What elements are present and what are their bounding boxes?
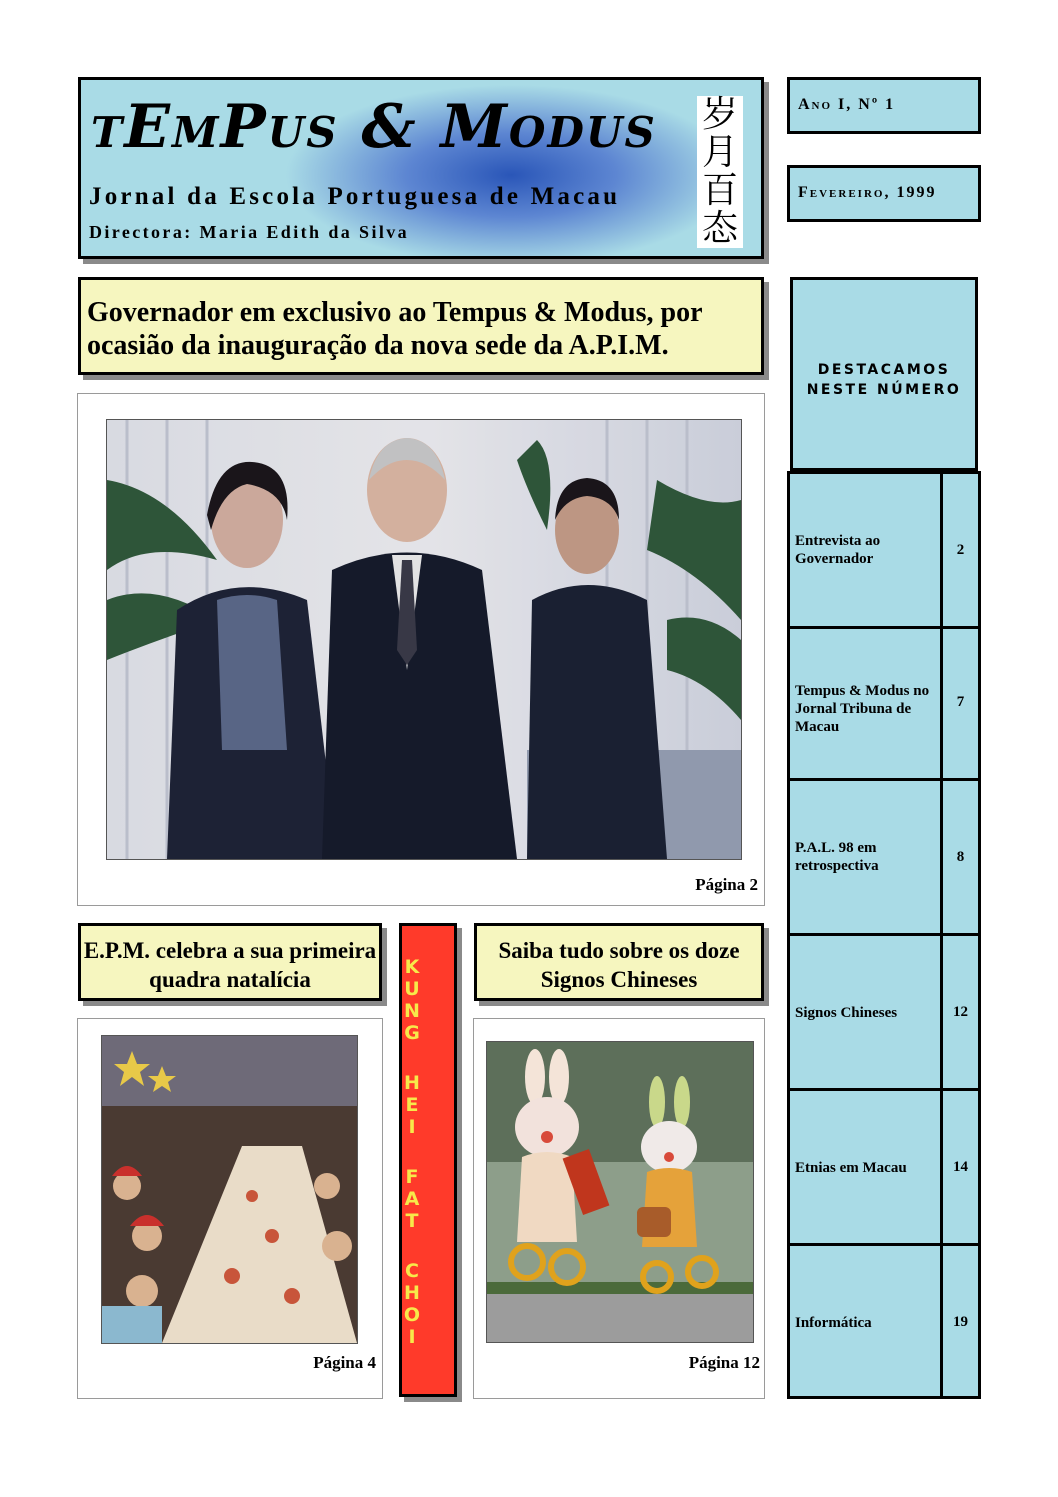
toc-item[interactable] [790,474,978,629]
toc-item-label: Signos Chineses [795,1005,898,1021]
toc-item-label: Entrevista ao Governador [795,533,881,567]
chinese-char: 态 [701,208,738,249]
christmas-headline: E.P.M. celebra a sua primeira quadra natalícia [78,923,382,1001]
toc-item[interactable] [790,1091,978,1246]
chinese-char: 百 [701,170,738,211]
toc-item-page: 8 [940,781,978,933]
newspaper-subtitle: Jornal da Escola Portuguesa de Macau [89,183,621,210]
chinese-calligraphy [697,96,743,248]
toc-item-page: 7 [940,626,978,778]
toc-heading-line: DESTACAMOS [817,362,951,378]
greeting-word [402,1260,454,1348]
rabbit-lanterns-photo [486,1041,754,1343]
toc-heading [790,277,978,471]
page-reference: Página 4 [313,1353,376,1372]
zodiac-headline: Saiba tudo sobre os doze Signos Chineses [474,923,764,1001]
main-headline: Governador em exclusivo ao Tempus & Modus, por ocasião da inauguração da nova sede da A.P.I.M. [78,277,764,375]
toc-item[interactable] [790,936,978,1091]
toc-item[interactable] [790,1246,978,1396]
director-line: Directora: Maria Edith da Silva [89,222,410,242]
toc-item-label: Informática [795,1315,872,1331]
toc-item-page: 2 [940,474,978,626]
toc-item-label: Tempus & Modus no Jornal Tribuna de Macau [795,683,930,735]
toc-item-label: P.A.L. 98 em retrospectiva [795,840,879,874]
governor-photo [106,419,742,860]
greeting-word-text: CHOI [401,1260,423,1348]
chinese-char: 岁 [701,94,738,135]
toc-item[interactable] [790,626,978,781]
newspaper-title: tEmPus & Modus [91,92,657,162]
toc-item-page: 14 [940,1091,978,1243]
main-photo-frame [77,393,765,906]
greeting-word-text: FAT [401,1166,423,1232]
toc-item-label: Etnias em Macau [795,1160,907,1176]
greeting-word [402,1166,454,1232]
page-reference: Página 2 [695,875,758,894]
greeting-word [402,956,454,1044]
toc-item-page: 12 [940,936,978,1088]
toc-heading-line: NESTE NÚMERO [806,382,962,398]
issue-date: Fevereiro, 1999 [787,165,981,222]
toc-item-page: 19 [940,1246,978,1396]
table-of-contents [787,471,981,1399]
masthead [78,77,764,259]
greeting-word-text: KUNG [401,956,423,1044]
issue-number: Ano I, Nº 1 [787,77,981,134]
new-year-greeting [399,923,457,1397]
christmas-photo-frame [77,1018,383,1399]
greeting-word [402,1072,454,1138]
chinese-char: 月 [701,132,738,173]
christmas-party-photo [101,1035,358,1344]
page-reference: Página 12 [688,1353,760,1372]
toc-item[interactable] [790,781,978,936]
greeting-word-text: HEI [401,1072,423,1138]
zodiac-photo-frame [473,1018,765,1399]
